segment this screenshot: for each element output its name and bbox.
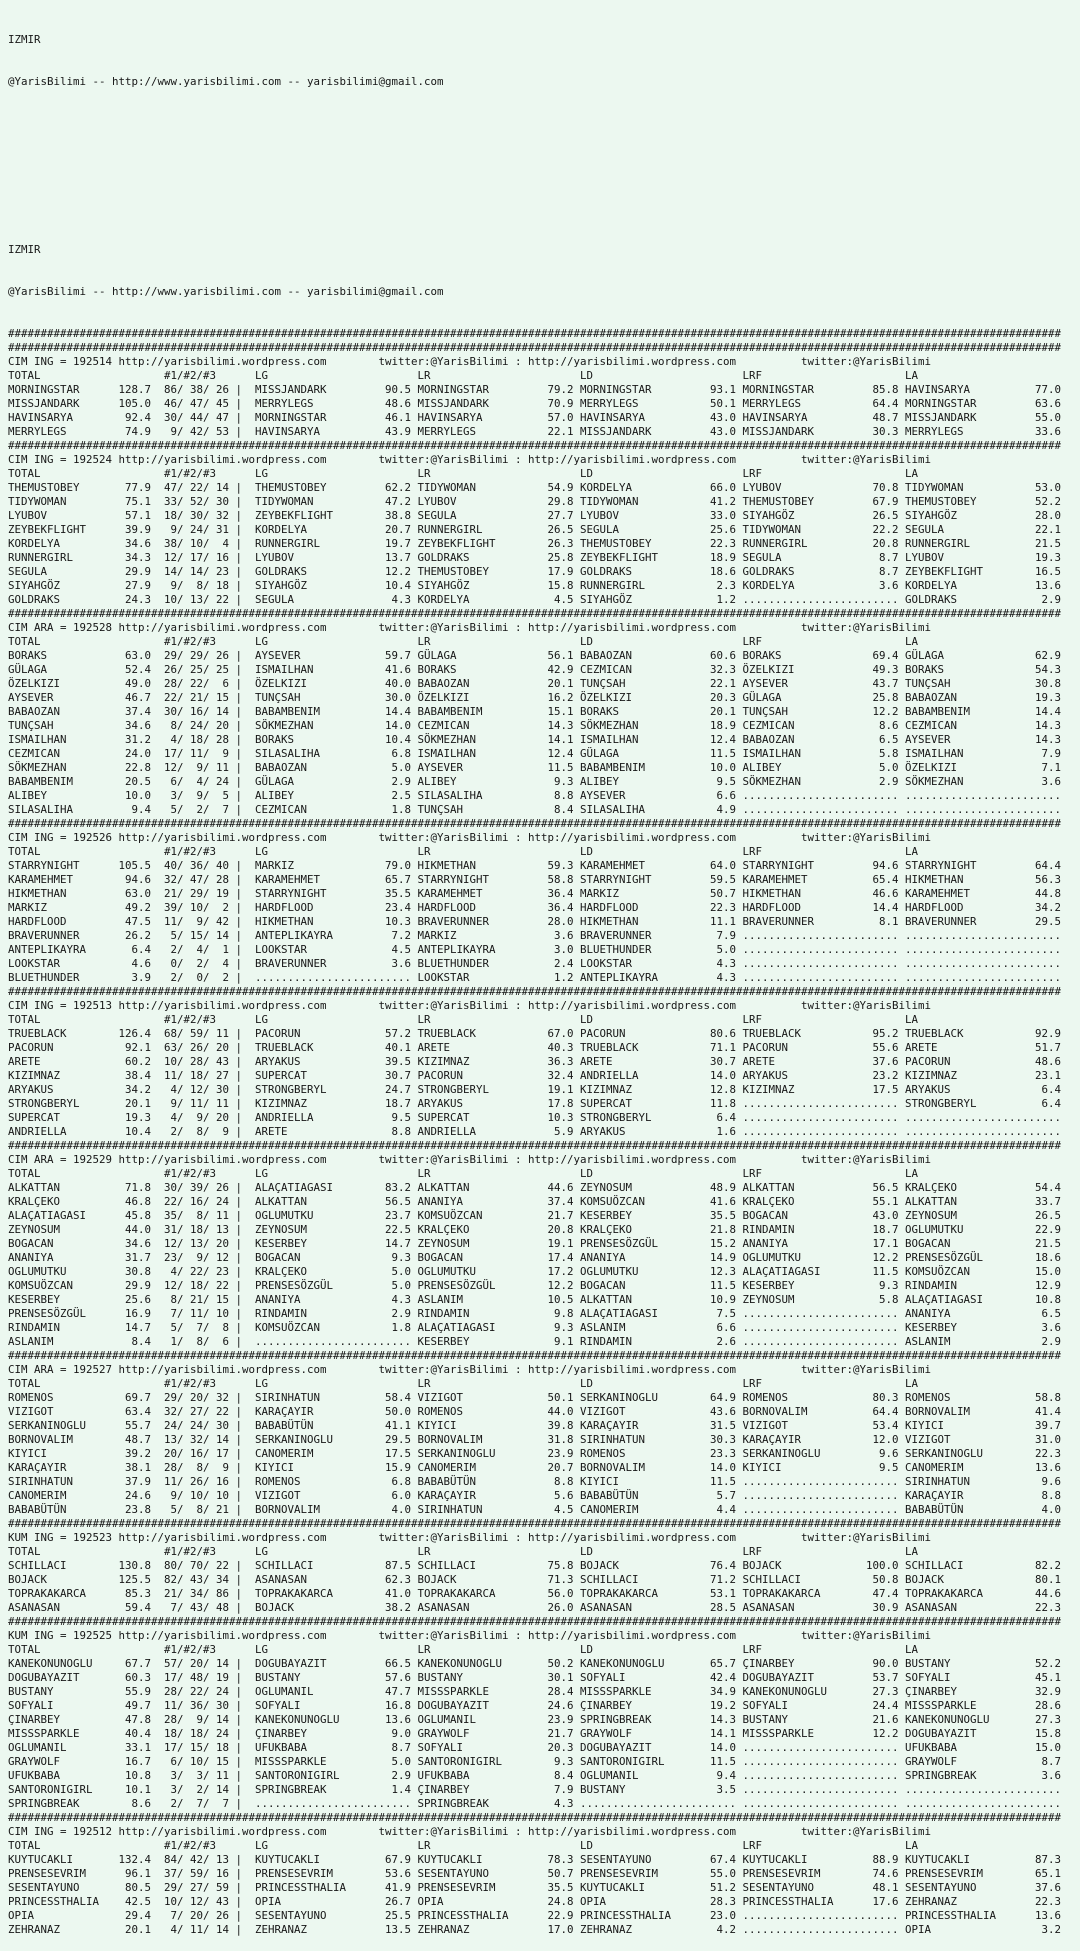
- horse-row: RINDAMIN 14.7 5/ 7/ 8 | KOMSUÖZCAN 1.8 ALAÇATIAGASI 9.3 ASLANIM 6.6 ........................ KESERBEY 3.6: [8, 1321, 1062, 1334]
- horse-row: LOOKSTAR 4.6 0/ 2/ 4 | BRAVERUNNER 3.6 BLUETHUNDER 2.4 LOOKSTAR 4.3 ........................ ........................: [8, 957, 1062, 970]
- horse-row: KOMSUÖZCAN 29.9 12/ 18/ 22 | PRENSESÖZGÜL 5.0 PRENSESÖZGÜL 12.2 BOGACAN 11.5 KESERBEY 9.3 RINDAMIN 12.9: [8, 1279, 1062, 1292]
- horse-row: SPRINGBREAK 8.6 2/ 7/ 7 | ........................ SPRINGBREAK 4.3 ........................ ........................ ........................: [8, 1797, 1062, 1810]
- horse-row: SOFYALI 49.7 11/ 36/ 30 | SOFYALI 16.8 DOGUBAYAZIT 24.6 ÇINARBEY 19.2 SOFYALI 24.4 MISSSPARKLE 28.6: [8, 1699, 1062, 1712]
- horse-row: BABABÜTÜN 23.8 5/ 8/ 21 | BORNOVALIM 4.0 SIRINHATUN 4.5 CANOMERIM 4.4 ........................ BABABÜTÜN 4.0: [8, 1503, 1062, 1516]
- column-header-row: TOTAL #1/#2/#3 LG LR LD LRF LA: [8, 635, 919, 648]
- horse-row: BOJACK 125.5 82/ 43/ 34 | ASANASAN 62.3 BOJACK 71.3 SCHILLACI 71.2 SCHILLACI 50.8 BOJACK 80.1: [8, 1573, 1062, 1586]
- horse-row: SEGULA 29.9 14/ 14/ 23 | GOLDRAKS 12.2 THEMUSTOBEY 17.9 GOLDRAKS 18.6 GOLDRAKS 8.7 ZEYBEKFLIGHT 16.5: [8, 565, 1062, 578]
- horse-row: ZEYBEKFLIGHT 39.9 9/ 24/ 31 | KORDELYA 20.7 RUNNERGIRL 26.5 SEGULA 25.6 TIDYWOMAN 22.2 SEGULA 22.1: [8, 523, 1062, 536]
- horse-row: SIYAHGÖZ 27.9 9/ 8/ 18 | SIYAHGÖZ 10.4 SIYAHGÖZ 15.8 RUNNERGIRL 2.3 KORDELYA 3.6 KORDELYA 13.6: [8, 579, 1062, 592]
- separator-line: ##################################################################################################################################################################: [8, 327, 1062, 340]
- horse-row: AYSEVER 46.7 22/ 21/ 15 | TUNÇSAH 30.0 ÖZELKIZI 16.2 ÖZELKIZI 20.3 GÜLAGA 25.8 BABAOZAN 19.3: [8, 691, 1062, 704]
- horse-row: PRINCESSTHALIA 42.5 10/ 12/ 43 | OPIA 26.7 OPIA 24.8 OPIA 28.3 PRINCESSTHALIA 17.6 ZEHRANAZ 22.3: [8, 1895, 1062, 1908]
- column-header-row: TOTAL #1/#2/#3 LG LR LD LRF LA: [8, 369, 919, 382]
- horse-row: BOGACAN 34.6 12/ 13/ 20 | KESERBEY 14.7 ZEYNOSUM 19.1 PRENSESÖZGÜL 15.2 ANANIYA 17.1 BOGACAN 21.5: [8, 1237, 1062, 1250]
- horse-row: STRONGBERYL 20.1 9/ 11/ 11 | KIZIMNAZ 18.7 ARYAKUS 17.8 SUPERCAT 11.8 ........................ STRONGBERYL 6.4: [8, 1097, 1062, 1110]
- race-blocks-container: [8, 327, 1080, 1937]
- horse-row: ROMENOS 69.7 29/ 20/ 32 | SIRINHATUN 58.4 VIZIGOT 50.1 SERKANINOGLU 64.9 ROMENOS 80.3 ROMENOS 58.8: [8, 1391, 1062, 1404]
- separator-line: ##################################################################################################################################################################: [8, 985, 1062, 998]
- blank-line: [8, 201, 1080, 215]
- horse-row: KIYICI 39.2 20/ 16/ 17 | CANOMERIM 17.5 SERKANINOGLU 23.9 ROMENOS 23.3 SERKANINOGLU 9.6 SERKANINOGLU 22.3: [8, 1447, 1062, 1460]
- horse-row: SILASALIHA 9.4 5/ 2/ 7 | CEZMICAN 1.8 TUNÇSAH 8.4 SILASALIHA 4.9 ........................ ........................: [8, 803, 1062, 816]
- column-header-row: TOTAL #1/#2/#3 LG LR LD LRF LA: [8, 845, 919, 858]
- horse-row: TRUEBLACK 126.4 68/ 59/ 11 | PACORUN 57.2 TRUEBLACK 67.0 PACORUN 80.6 TRUEBLACK 95.2 TRUEBLACK 92.9: [8, 1027, 1062, 1040]
- city-title-repeat: IZMIR: [8, 243, 41, 256]
- horse-row: SUPERCAT 19.3 4/ 9/ 20 | ANDRIELLA 9.5 SUPERCAT 10.3 STRONGBERYL 6.4 ........................ ........................: [8, 1111, 1062, 1124]
- horse-row: ZEHRANAZ 20.1 4/ 11/ 14 | ZEHRANAZ 13.5 ZEHRANAZ 17.0 ZEHRANAZ 4.2 ........................ OPIA 3.2: [8, 1923, 1062, 1936]
- horse-row: BORAKS 63.0 29/ 29/ 26 | AYSEVER 59.7 GÜLAGA 56.1 BABAOZAN 60.6 BORAKS 69.4 GÜLAGA 62.9: [8, 649, 1062, 662]
- column-header-row: TOTAL #1/#2/#3 LG LR LD LRF LA: [8, 1377, 919, 1390]
- horse-row: BLUETHUNDER 3.9 2/ 0/ 2 | ........................ LOOKSTAR 1.2 ANTEPLIKAYRA 4.3 ........................ ........................: [8, 971, 1062, 984]
- contact-line: @YarisBilimi -- http://www.yarisbilimi.com -- yarisbilimi@gmail.com: [8, 75, 444, 88]
- column-header-row: TOTAL #1/#2/#3 LG LR LD LRF LA: [8, 1013, 919, 1026]
- horse-row: OPIA 29.4 7/ 20/ 26 | SESENTAYUNO 25.5 PRINCESSTHALIA 22.9 PRINCESSTHALIA 23.0 ........................ PRINCESSTHALIA 13.6: [8, 1909, 1062, 1922]
- horse-row: LYUBOV 57.1 18/ 30/ 32 | ZEYBEKFLIGHT 38.8 SEGULA 27.7 LYUBOV 33.0 SIYAHGÖZ 26.5 SIYAHGÖZ 28.0: [8, 509, 1062, 522]
- horse-row: SIRINHATUN 37.9 11/ 26/ 16 | ROMENOS 6.8 BABABÜTÜN 8.8 KIYICI 11.5 ........................ SIRINHATUN 9.6: [8, 1475, 1062, 1488]
- horse-row: PRENSESÖZGÜL 16.9 7/ 11/ 10 | RINDAMIN 2.9 RINDAMIN 9.8 ALAÇATIAGASI 7.5 ........................ ANANIYA 6.5: [8, 1307, 1062, 1320]
- horse-row: MORNINGSTAR 128.7 86/ 38/ 26 | MISSJANDARK 90.5 MORNINGSTAR 79.2 MORNINGSTAR 93.1 MORNINGSTAR 85.8 HAVINSARYA 77.0: [8, 383, 1062, 396]
- horse-row: DOGUBAYAZIT 60.3 17/ 48/ 19 | BUSTANY 57.6 BUSTANY 30.1 SOFYALI 42.4 DOGUBAYAZIT 53.7 SOFYALI 45.1: [8, 1671, 1062, 1684]
- separator-line: ##################################################################################################################################################################: [8, 439, 1062, 452]
- horse-row: KORDELYA 34.6 38/ 10/ 4 | RUNNERGIRL 19.7 ZEYBEKFLIGHT 26.3 THEMUSTOBEY 22.3 RUNNERGIRL 20.8 RUNNERGIRL 21.5: [8, 537, 1062, 550]
- column-header-row: TOTAL #1/#2/#3 LG LR LD LRF LA: [8, 1167, 919, 1180]
- horse-row: KESERBEY 25.6 8/ 21/ 15 | ANANIYA 4.3 ASLANIM 10.5 ALKATTAN 10.9 ZEYNOSUM 5.8 ALAÇATIAGASI 10.8: [8, 1293, 1062, 1306]
- horse-row: PRENSESEVRIM 96.1 37/ 59/ 16 | PRENSESEVRIM 53.6 SESENTAYUNO 50.7 PRENSESEVRIM 55.0 PRENSESEVRIM 74.6 PRENSESEVRIM 65.1: [8, 1867, 1062, 1880]
- column-header-row: TOTAL #1/#2/#3 LG LR LD LRF LA: [8, 1643, 919, 1656]
- separator-line: ##################################################################################################################################################################: [8, 1139, 1062, 1152]
- horse-row: ANDRIELLA 10.4 2/ 8/ 9 | ARETE 8.8 ANDRIELLA 5.9 ARYAKUS 1.6 ........................ ........................: [8, 1125, 1062, 1138]
- horse-row: SERKANINOGLU 55.7 24/ 24/ 30 | BABABÜTÜN 41.1 KIYICI 39.8 KARAÇAYIR 31.5 VIZIGOT 53.4 KIYICI 39.7: [8, 1419, 1062, 1432]
- horse-row: KRALÇEKO 46.8 22/ 16/ 24 | ALKATTAN 56.5 ANANIYA 37.4 KOMSUÖZCAN 41.6 KRALÇEKO 55.1 ALKATTAN 33.7: [8, 1195, 1062, 1208]
- separator-line: ##################################################################################################################################################################: [8, 817, 1062, 830]
- block-title: CIM ING = 192526 http://yarisbilimi.wordpress.com twitter:@YarisBilimi : http://yarisbilimi.wordpress.com twitter:@YarisBilimi: [8, 831, 932, 844]
- horse-row: OGLUMANIL 33.1 17/ 15/ 18 | UFUKBABA 8.7 SOFYALI 20.3 DOGUBAYAZIT 14.0 ........................ UFUKBABA 15.0: [8, 1741, 1062, 1754]
- horse-row: GOLDRAKS 24.3 10/ 13/ 22 | SEGULA 4.3 KORDELYA 4.5 SIYAHGÖZ 1.2 ........................ GOLDRAKS 2.9: [8, 593, 1062, 606]
- horse-row: ALKATTAN 71.8 30/ 39/ 26 | ALAÇATIAGASI 83.2 ALKATTAN 44.6 ZEYNOSUM 48.9 ALKATTAN 56.5 KRALÇEKO 54.4: [8, 1181, 1062, 1194]
- horse-row: RUNNERGIRL 34.3 12/ 17/ 16 | LYUBOV 13.7 GOLDRAKS 25.8 ZEYBEKFLIGHT 18.9 SEGULA 8.7 LYUBOV 19.3: [8, 551, 1062, 564]
- horse-row: GRAYWOLF 16.7 6/ 10/ 15 | MISSSPARKLE 5.0 SANTORONIGIRL 9.3 SANTORONIGIRL 11.5 ........................ GRAYWOLF 8.7: [8, 1755, 1062, 1768]
- horse-row: TUNÇSAH 34.6 8/ 24/ 20 | SÖKMEZHAN 14.0 CEZMICAN 14.3 SÖKMEZHAN 18.9 CEZMICAN 8.6 CEZMICAN 14.3: [8, 719, 1062, 732]
- horse-row: KANEKONUNOGLU 67.7 57/ 20/ 14 | DOGUBAYAZIT 66.5 KANEKONUNOGLU 50.2 KANEKONUNOGLU 65.7 ÇINARBEY 90.0 BUSTANY 52.2: [8, 1657, 1062, 1670]
- horse-row: ZEYNOSUM 44.0 31/ 18/ 13 | ZEYNOSUM 22.5 KRALÇEKO 20.8 KRALÇEKO 21.8 RINDAMIN 18.7 OGLUMUTKU 22.9: [8, 1223, 1062, 1236]
- horse-row: MISSSPARKLE 40.4 18/ 18/ 24 | ÇINARBEY 9.0 GRAYWOLF 21.7 GRAYWOLF 14.1 MISSSPARKLE 12.2 DOGUBAYAZIT 15.8: [8, 1727, 1062, 1740]
- city-title: IZMIR: [8, 33, 41, 46]
- horse-row: ISMAILHAN 31.2 4/ 18/ 28 | BORAKS 10.4 SÖKMEZHAN 14.1 ISMAILHAN 12.4 BABAOZAN 6.5 AYSEVER 14.3: [8, 733, 1062, 746]
- horse-row: MARKIZ 49.2 39/ 10/ 2 | HARDFLOOD 23.4 HARDFLOOD 36.4 HARDFLOOD 22.3 HARDFLOOD 14.4 HARDFLOOD 34.2: [8, 901, 1062, 914]
- horse-row: KARAÇAYIR 38.1 28/ 8/ 9 | KIYICI 15.9 CANOMERIM 20.7 BORNOVALIM 14.0 KIYICI 9.5 CANOMERIM 13.6: [8, 1461, 1062, 1474]
- column-header-row: TOTAL #1/#2/#3 LG LR LD LRF LA: [8, 467, 919, 480]
- horse-row: OGLUMUTKU 30.8 4/ 22/ 23 | KRALÇEKO 5.0 OGLUMUTKU 17.2 OGLUMUTKU 12.3 ALAÇATIAGASI 11.5 KOMSUÖZCAN 15.0: [8, 1265, 1062, 1278]
- horse-row: HARDFLOOD 47.5 11/ 9/ 42 | HIKMETHAN 10.3 BRAVERUNNER 28.0 HIKMETHAN 11.1 BRAVERUNNER 8.1 BRAVERUNNER 29.5: [8, 915, 1062, 928]
- block-title: CIM ARA = 192527 http://yarisbilimi.wordpress.com twitter:@YarisBilimi : http://yarisbilimi.wordpress.com twitter:@YarisBilimi: [8, 1363, 932, 1376]
- separator-line: ##################################################################################################################################################################: [8, 1615, 1062, 1628]
- horse-row: PACORUN 92.1 63/ 26/ 20 | TRUEBLACK 40.1 ARETE 40.3 TRUEBLACK 71.1 PACORUN 55.6 ARETE 51.7: [8, 1041, 1062, 1054]
- block-title: CIM ARA = 192528 http://yarisbilimi.wordpress.com twitter:@YarisBilimi : http://yarisbilimi.wordpress.com twitter:@YarisBilimi: [8, 621, 932, 634]
- horse-row: SÖKMEZHAN 22.8 12/ 9/ 11 | BABAOZAN 5.0 AYSEVER 11.5 BABAMBENIM 10.0 ALIBEY 5.0 ÖZELKIZI 7.1: [8, 761, 1062, 774]
- horse-row: ÇINARBEY 47.8 28/ 9/ 14 | KANEKONUNOGLU 13.6 OGLUMANIL 23.9 SPRINGBREAK 14.3 BUSTANY 21.6 KANEKONUNOGLU 27.3: [8, 1713, 1062, 1726]
- horse-row: GÜLAGA 52.4 26/ 25/ 25 | ISMAILHAN 41.6 BORAKS 42.9 CEZMICAN 32.3 ÖZELKIZI 49.3 BORAKS 54.3: [8, 663, 1062, 676]
- column-header-row: TOTAL #1/#2/#3 LG LR LD LRF LA: [8, 1839, 919, 1852]
- horse-row: CEZMICAN 24.0 17/ 11/ 9 | SILASALIHA 6.8 ISMAILHAN 12.4 GÜLAGA 11.5 ISMAILHAN 5.8 ISMAILHAN 7.9: [8, 747, 1062, 760]
- horse-row: UFUKBABA 10.8 3/ 3/ 11 | SANTORONIGIRL 2.9 UFUKBABA 8.4 OGLUMANIL 9.4 ........................ SPRINGBREAK 3.6: [8, 1769, 1062, 1782]
- blank-line: [8, 159, 1080, 173]
- horse-row: SESENTAYUNO 80.5 29/ 27/ 59 | PRINCESSTHALIA 41.9 PRENSESEVRIM 35.5 KUYTUCAKLI 51.2 SESENTAYUNO 48.1 SESENTAYUNO 37.6: [8, 1881, 1062, 1894]
- horse-row: BABAOZAN 37.4 30/ 16/ 14 | BABAMBENIM 14.4 BABAMBENIM 15.1 BORAKS 20.1 TUNÇSAH 12.2 BABAMBENIM 14.4: [8, 705, 1062, 718]
- horse-row: ÖZELKIZI 49.0 28/ 22/ 6 | ÖZELKIZI 40.0 BABAOZAN 20.1 TUNÇSAH 22.1 AYSEVER 43.7 TUNÇSAH 30.8: [8, 677, 1062, 690]
- horse-row: STARRYNIGHT 105.5 40/ 36/ 40 | MARKIZ 79.0 HIKMETHAN 59.3 KARAMEHMET 64.0 STARRYNIGHT 94.6 STARRYNIGHT 64.4: [8, 859, 1062, 872]
- horse-row: ASANASAN 59.4 7/ 43/ 48 | BOJACK 38.2 ASANASAN 26.0 ASANASAN 28.5 ASANASAN 30.9 ASANASAN 22.3: [8, 1601, 1062, 1614]
- contact-line-repeat: @YarisBilimi -- http://www.yarisbilimi.com -- yarisbilimi@gmail.com: [8, 285, 444, 298]
- horse-row: KARAMEHMET 94.6 32/ 47/ 28 | KARAMEHMET 65.7 STARRYNIGHT 58.8 STARRYNIGHT 59.5 KARAMEHMET 65.4 HIKMETHAN 56.3: [8, 873, 1062, 886]
- horse-row: BORNOVALIM 48.7 13/ 32/ 14 | SERKANINOGLU 29.5 BORNOVALIM 31.8 SIRINHATUN 30.3 KARAÇAYIR 12.0 VIZIGOT 31.0: [8, 1433, 1062, 1446]
- horse-row: VIZIGOT 63.4 32/ 27/ 22 | KARAÇAYIR 50.0 ROMENOS 44.0 VIZIGOT 43.6 BORNOVALIM 64.4 BORNOVALIM 41.4: [8, 1405, 1062, 1418]
- horse-row: BRAVERUNNER 26.2 5/ 15/ 14 | ANTEPLIKAYRA 7.2 MARKIZ 3.6 BRAVERUNNER 7.9 ........................ ........................: [8, 929, 1062, 942]
- horse-row: ANTEPLIKAYRA 6.4 2/ 4/ 1 | LOOKSTAR 4.5 ANTEPLIKAYRA 3.0 BLUETHUNDER 5.0 ........................ ........................: [8, 943, 1062, 956]
- horse-row: ANANIYA 31.7 23/ 9/ 12 | BOGACAN 9.3 BOGACAN 17.4 ANANIYA 14.9 OGLUMUTKU 12.2 PRENSESÖZGÜL 18.6: [8, 1251, 1062, 1264]
- separator-line: ##################################################################################################################################################################: [8, 1811, 1062, 1824]
- horse-row: MISSJANDARK 105.0 46/ 47/ 45 | MERRYLEGS 48.6 MISSJANDARK 70.9 MERRYLEGS 50.1 MERRYLEGS 64.4 MORNINGSTAR 63.6: [8, 397, 1062, 410]
- horse-row: THEMUSTOBEY 77.9 47/ 22/ 14 | THEMUSTOBEY 62.2 TIDYWOMAN 54.9 KORDELYA 66.0 LYUBOV 70.8 TIDYWOMAN 53.0: [8, 481, 1062, 494]
- separator-line: ##################################################################################################################################################################: [8, 607, 1062, 620]
- block-title: CIM ING = 192524 http://yarisbilimi.wordpress.com twitter:@YarisBilimi : http://yarisbilimi.wordpress.com twitter:@YarisBilimi: [8, 453, 932, 466]
- horse-row: ARETE 60.2 10/ 28/ 43 | ARYAKUS 39.5 KIZIMNAZ 36.3 ARETE 30.7 ARETE 37.6 PACORUN 48.6: [8, 1055, 1062, 1068]
- horse-row: ARYAKUS 34.2 4/ 12/ 30 | STRONGBERYL 24.7 STRONGBERYL 19.1 KIZIMNAZ 12.8 KIZIMNAZ 17.5 ARYAKUS 6.4: [8, 1083, 1062, 1096]
- horse-row: TIDYWOMAN 75.1 33/ 52/ 30 | TIDYWOMAN 47.2 LYUBOV 29.8 TIDYWOMAN 41.2 THEMUSTOBEY 67.9 THEMUSTOBEY 52.2: [8, 495, 1062, 508]
- horse-row: SCHILLACI 130.8 80/ 70/ 22 | SCHILLACI 87.5 SCHILLACI 75.8 BOJACK 76.4 BOJACK 100.0 SCHILLACI 82.2: [8, 1559, 1062, 1572]
- horse-row: BUSTANY 55.9 28/ 22/ 24 | OGLUMANIL 47.7 MISSSPARKLE 28.4 MISSSPARKLE 34.9 KANEKONUNOGLU 27.3 ÇINARBEY 32.9: [8, 1685, 1062, 1698]
- horse-row: ASLANIM 8.4 1/ 8/ 6 | ........................ KESERBEY 9.1 RINDAMIN 2.6 ........................ ASLANIM 2.9: [8, 1335, 1062, 1348]
- block-title: CIM ING = 192513 http://yarisbilimi.wordpress.com twitter:@YarisBilimi : http://yarisbilimi.wordpress.com twitter:@YarisBilimi: [8, 999, 932, 1012]
- horse-row: ALAÇATIAGASI 45.8 35/ 8/ 11 | OGLUMUTKU 23.7 KOMSUÖZCAN 21.7 KESERBEY 35.5 BOGACAN 43.0 ZEYNOSUM 26.5: [8, 1209, 1062, 1222]
- block-title: KUM ING = 192523 http://yarisbilimi.wordpress.com twitter:@YarisBilimi : http://yarisbilimi.wordpress.com twitter:@YarisBilimi: [8, 1531, 932, 1544]
- column-header-row: TOTAL #1/#2/#3 LG LR LD LRF LA: [8, 1545, 919, 1558]
- horse-row: KIZIMNAZ 38.4 11/ 18/ 27 | SUPERCAT 30.7 PACORUN 32.4 ANDRIELLA 14.0 ARYAKUS 23.2 KIZIMNAZ 23.1: [8, 1069, 1062, 1082]
- blank-line: [8, 117, 1080, 131]
- horse-row: MERRYLEGS 74.9 9/ 42/ 53 | HAVINSARYA 43.9 MERRYLEGS 22.1 MISSJANDARK 43.0 MISSJANDARK 30.3 MERRYLEGS 33.6: [8, 425, 1062, 438]
- horse-row: TOPRAKAKARCA 85.3 21/ 34/ 86 | TOPRAKAKARCA 41.0 TOPRAKAKARCA 56.0 TOPRAKAKARCA 53.1 TOPRAKAKARCA 47.4 TOPRAKAKARCA 44.6: [8, 1587, 1062, 1600]
- horse-row: BABAMBENIM 20.5 6/ 4/ 24 | GÜLAGA 2.9 ALIBEY 9.3 ALIBEY 9.5 SÖKMEZHAN 2.9 SÖKMEZHAN 3.6: [8, 775, 1062, 788]
- horse-row: ALIBEY 10.0 3/ 9/ 5 | ALIBEY 2.5 SILASALIHA 8.8 AYSEVER 6.6 ........................ ........................: [8, 789, 1062, 802]
- block-title: CIM ING = 192512 http://yarisbilimi.wordpress.com twitter:@YarisBilimi : http://yarisbilimi.wordpress.com twitter:@YarisBilimi: [8, 1825, 932, 1838]
- separator-line: ##################################################################################################################################################################: [8, 1349, 1062, 1362]
- horse-row: HIKMETHAN 63.0 21/ 29/ 19 | STARRYNIGHT 35.5 KARAMEHMET 36.4 MARKIZ 50.7 HIKMETHAN 46.6 KARAMEHMET 44.8: [8, 887, 1062, 900]
- horse-row: KUYTUCAKLI 132.4 84/ 42/ 13 | KUYTUCAKLI 67.9 KUYTUCAKLI 78.3 SESENTAYUNO 67.4 KUYTUCAKLI 88.9 KUYTUCAKLI 87.3: [8, 1853, 1062, 1866]
- separator-line: ##################################################################################################################################################################: [8, 341, 1062, 354]
- horse-row: SANTORONIGIRL 10.1 3/ 2/ 14 | SPRINGBREAK 1.4 ÇINARBEY 7.9 BUSTANY 3.5 ........................ ........................: [8, 1783, 1062, 1796]
- horse-row: HAVINSARYA 92.4 30/ 44/ 47 | MORNINGSTAR 46.1 HAVINSARYA 57.0 HAVINSARYA 43.0 HAVINSARYA 48.7 MISSJANDARK 55.0: [8, 411, 1062, 424]
- horse-row: CANOMERIM 24.6 9/ 10/ 10 | VIZIGOT 6.0 KARAÇAYIR 5.6 BABABÜTÜN 5.7 ........................ KARAÇAYIR 8.8: [8, 1489, 1062, 1502]
- block-title: CIM ARA = 192529 http://yarisbilimi.wordpress.com twitter:@YarisBilimi : http://yarisbilimi.wordpress.com twitter:@YarisBilimi: [8, 1153, 932, 1166]
- separator-line: ##################################################################################################################################################################: [8, 1517, 1062, 1530]
- block-title: KUM ING = 192525 http://yarisbilimi.wordpress.com twitter:@YarisBilimi : http://yarisbilimi.wordpress.com twitter:@YarisBilimi: [8, 1629, 932, 1642]
- block-title: CIM ING = 192514 http://yarisbilimi.wordpress.com twitter:@YarisBilimi : http://yarisbilimi.wordpress.com twitter:@YarisBilimi: [8, 355, 932, 368]
